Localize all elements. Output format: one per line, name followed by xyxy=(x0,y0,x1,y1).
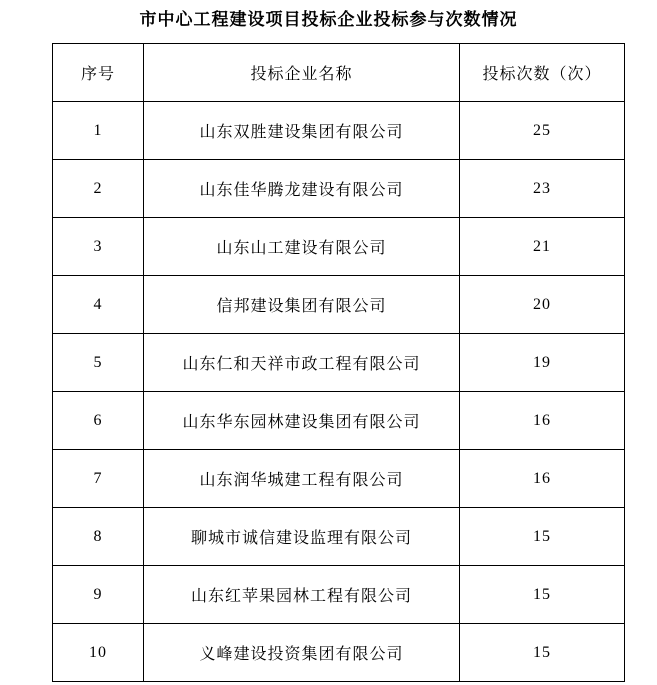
row-bid-count: 16 xyxy=(460,450,625,508)
row-seq: 9 xyxy=(53,566,144,624)
row-bid-count: 15 xyxy=(460,624,625,682)
table-row xyxy=(53,508,625,566)
row-seq: 8 xyxy=(53,508,144,566)
header-bid-count: 投标次数（次） xyxy=(460,44,625,102)
table-row xyxy=(53,218,625,276)
row-company-name: 山东仁和天祥市政工程有限公司 xyxy=(144,334,460,392)
row-bid-count: 16 xyxy=(460,392,625,450)
table-row xyxy=(53,624,625,682)
table-row xyxy=(53,160,625,218)
row-seq: 2 xyxy=(53,160,144,218)
row-seq: 6 xyxy=(53,392,144,450)
row-company-name: 山东佳华腾龙建设有限公司 xyxy=(144,160,460,218)
row-company-name: 聊城市诚信建设监理有限公司 xyxy=(144,508,460,566)
table-row xyxy=(53,450,625,508)
row-company-name: 山东双胜建设集团有限公司 xyxy=(144,102,460,160)
row-bid-count: 21 xyxy=(460,218,625,276)
row-company-name: 信邦建设集团有限公司 xyxy=(144,276,460,334)
row-company-name: 山东山工建设有限公司 xyxy=(144,218,460,276)
row-company-name: 山东红苹果园林工程有限公司 xyxy=(144,566,460,624)
header-seq: 序号 xyxy=(53,44,144,102)
row-company-name: 义峰建设投资集团有限公司 xyxy=(144,624,460,682)
row-seq: 4 xyxy=(53,276,144,334)
row-seq: 5 xyxy=(53,334,144,392)
table-row xyxy=(53,392,625,450)
row-seq: 7 xyxy=(53,450,144,508)
row-seq: 10 xyxy=(53,624,144,682)
header-company-name: 投标企业名称 xyxy=(144,44,460,102)
table-row xyxy=(53,276,625,334)
table-row xyxy=(53,334,625,392)
row-bid-count: 20 xyxy=(460,276,625,334)
row-seq: 3 xyxy=(53,218,144,276)
table-row xyxy=(53,566,625,624)
bid-participation-table xyxy=(52,43,625,682)
table-header-row xyxy=(53,44,625,102)
page-title: 市中心工程建设项目投标企业投标参与次数情况 xyxy=(139,10,518,30)
row-company-name: 山东润华城建工程有限公司 xyxy=(144,450,460,508)
row-bid-count: 15 xyxy=(460,508,625,566)
table-row xyxy=(53,102,625,160)
row-bid-count: 23 xyxy=(460,160,625,218)
row-seq: 1 xyxy=(53,102,144,160)
row-bid-count: 25 xyxy=(460,102,625,160)
row-bid-count: 19 xyxy=(460,334,625,392)
row-bid-count: 15 xyxy=(460,566,625,624)
row-company-name: 山东华东园林建设集团有限公司 xyxy=(144,392,460,450)
